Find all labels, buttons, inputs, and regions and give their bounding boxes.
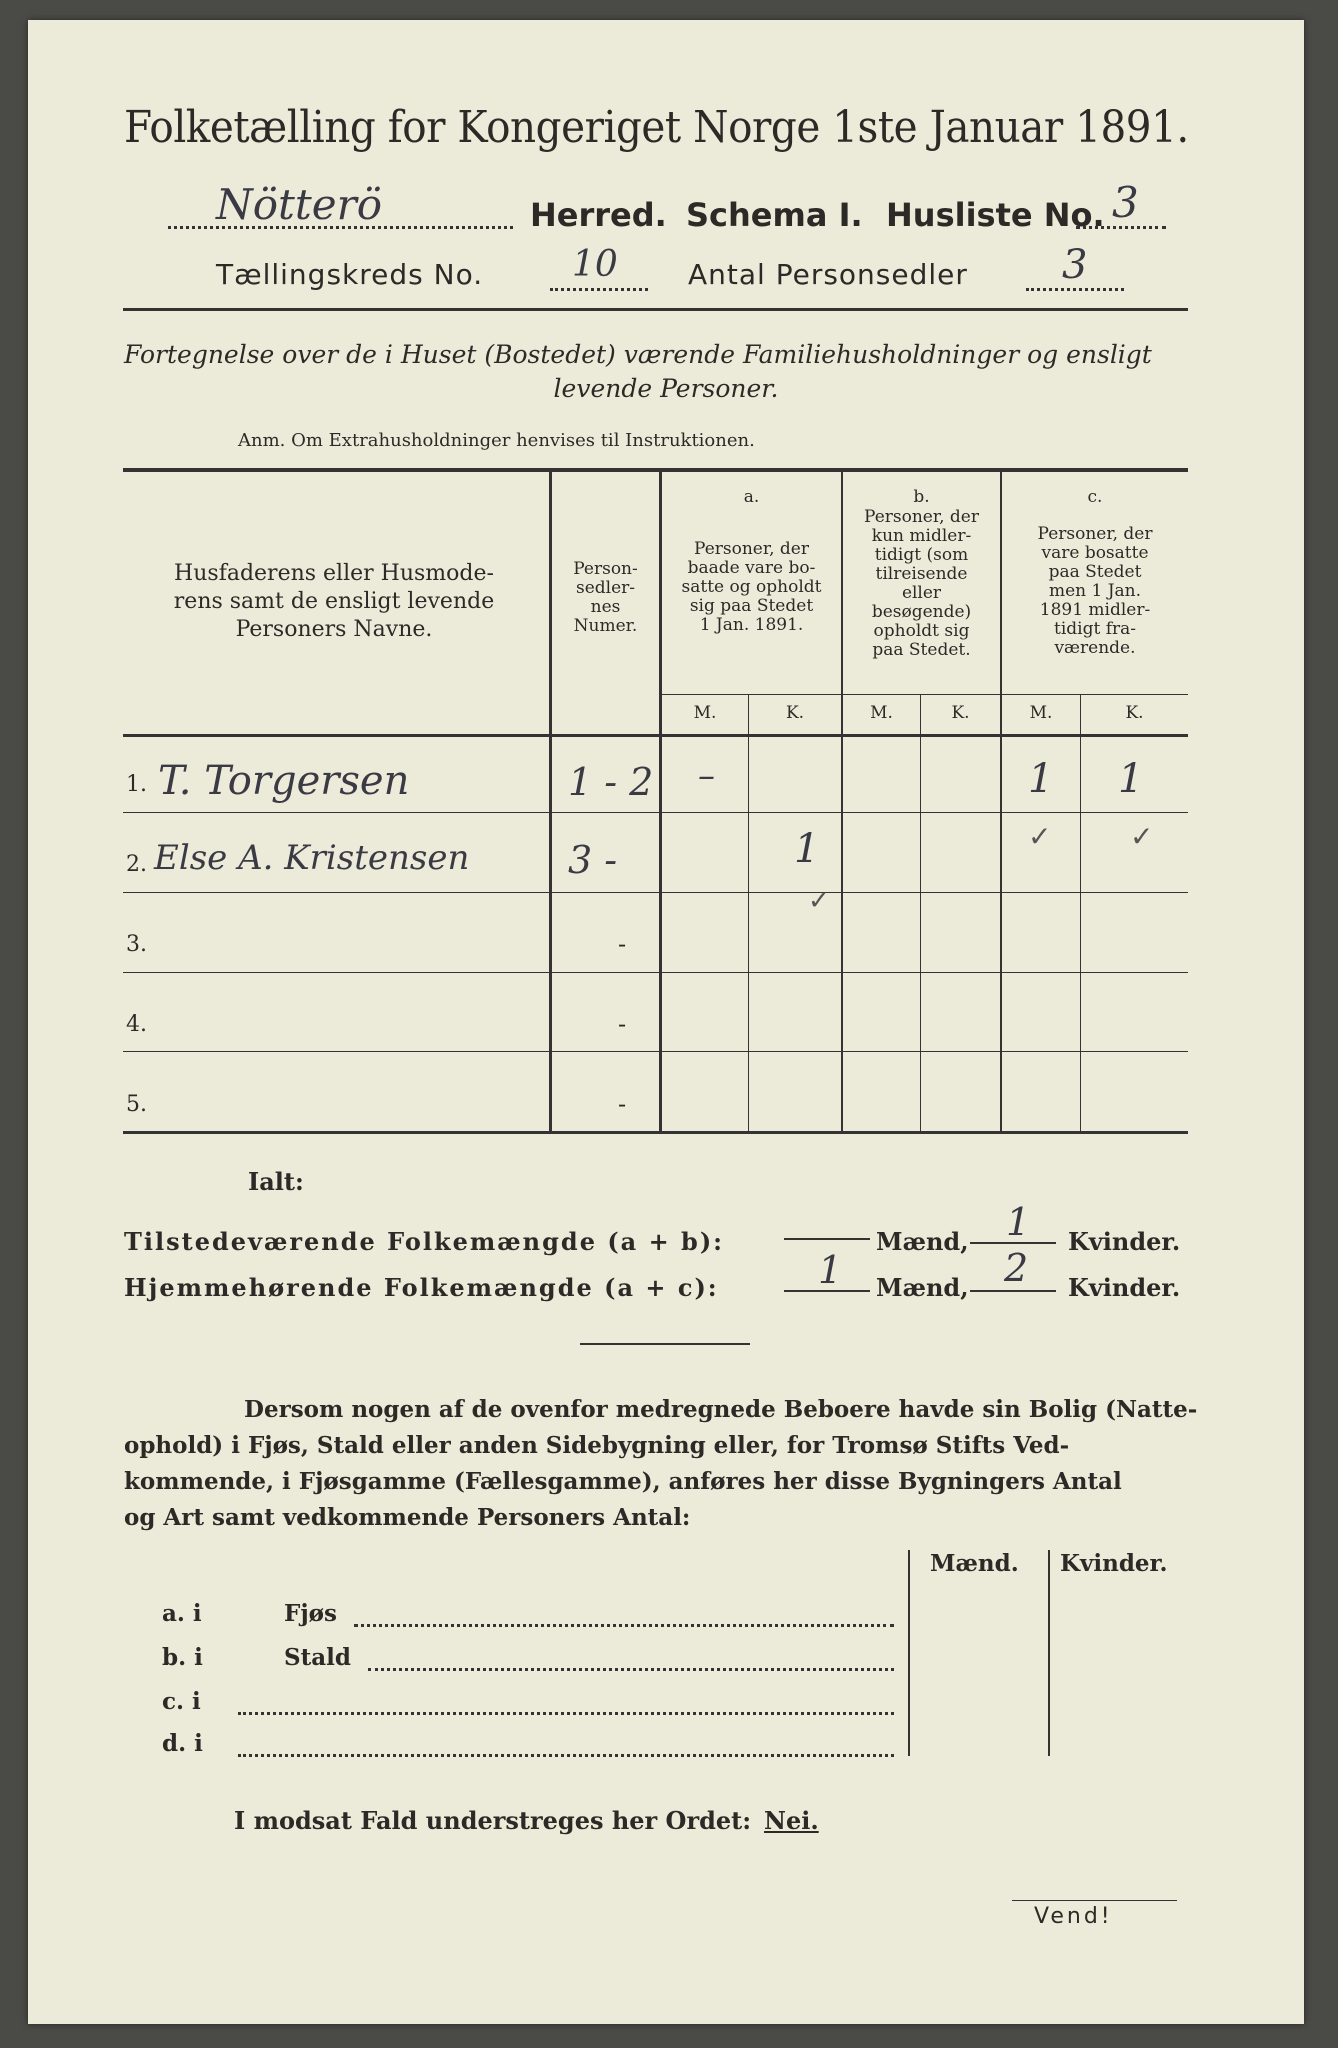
row-number: 4. — [126, 1012, 147, 1037]
col-b-line: Personer, der — [864, 507, 979, 527]
out-item-dots — [238, 1712, 894, 1715]
col-b-line: paa Stedet. — [872, 640, 971, 660]
antal-value: 3 — [1062, 242, 1088, 288]
check-mark-icon: ✓ — [808, 886, 830, 916]
modsat-text: I modsat Fald understreges her Ordet: — [234, 1806, 752, 1835]
col-a-line: 1 Jan. 1891. — [699, 615, 804, 635]
col-divider-c-mk — [1080, 695, 1081, 1131]
anm-note: Anm. Om Extrahusholdninger henvises til Instruktionen. — [238, 430, 755, 451]
out-item-label: Stald — [284, 1644, 351, 1671]
row-number: 1. — [126, 772, 147, 797]
row-name: T. Torgersen — [158, 758, 410, 804]
col-a-header — [662, 540, 841, 635]
census-form-page — [28, 20, 1304, 2024]
outbuildings-line: ophold) i Fjøs, Stald eller anden Sidebygning eller, for Tromsø Stifts Ved- — [124, 1432, 1070, 1459]
row-c-m: 1 — [1028, 756, 1054, 802]
col-c-letter: c. — [1087, 487, 1103, 507]
row-persnum: 3 - — [568, 838, 618, 882]
kreds-value: 10 — [572, 244, 618, 285]
col-c-line: Personer, der — [1037, 524, 1153, 544]
out-maend-header: Mænd. — [930, 1550, 1019, 1577]
col-num-header — [552, 560, 659, 636]
col-b-line: tilreisende — [875, 564, 968, 584]
row-persnum: 1 - 2 — [568, 760, 654, 804]
herred-label: Herred. — [530, 196, 667, 234]
herred-field — [168, 180, 513, 229]
col-name-header — [124, 560, 544, 644]
hjemme-label: Hjemmehørende Folkemængde (a + c): — [124, 1273, 719, 1302]
out-divider — [908, 1550, 910, 1756]
header-rule — [123, 308, 1188, 311]
out-item-dots — [354, 1624, 894, 1627]
col-num-line: Numer. — [573, 616, 638, 636]
hjemme-maend-value: 1 — [818, 1248, 843, 1292]
col-num-line: nes — [590, 597, 621, 617]
row-number: 3. — [126, 932, 147, 957]
maend-label: Mænd, — [876, 1227, 969, 1256]
col-b-line: eller — [901, 583, 942, 603]
col-c-line: tidigt fra- — [1053, 619, 1136, 639]
section-divider — [580, 1343, 750, 1345]
outbuildings-line: og Art samt vedkommende Personers Antal: — [124, 1504, 691, 1531]
c-k-label: K. — [1125, 703, 1144, 723]
row-persnum: - — [618, 1010, 627, 1038]
mk-header-rule — [659, 694, 1188, 695]
table-bottom-rule — [123, 1131, 1188, 1134]
kreds-label: Tællingskreds No. — [216, 258, 484, 291]
col-a-line: sig paa Stedet — [689, 596, 814, 616]
col-divider-a-mk — [748, 695, 749, 1131]
vend-rule — [1012, 1900, 1177, 1901]
b-k-label: K. — [951, 703, 970, 723]
husliste-label: Husliste No. — [886, 196, 1105, 234]
ialt-label: Ialt: — [248, 1167, 304, 1196]
outbuildings-paragraph — [124, 1392, 1197, 1536]
col-c-line: vare bosatte — [1041, 543, 1149, 563]
col-c-header — [1002, 525, 1188, 658]
col-c-line: 1891 midler- — [1039, 600, 1151, 620]
col-b-line: tidigt (som — [874, 545, 969, 565]
kreds-field — [550, 244, 648, 291]
tilstede-maend-field — [784, 1238, 870, 1240]
col-num-line: Person- — [573, 559, 638, 579]
hjemme-maend-field — [784, 1248, 870, 1292]
row-rule — [123, 812, 1188, 813]
husliste-field — [1076, 178, 1166, 229]
col-a-letter: a. — [743, 487, 760, 507]
row-rule — [123, 972, 1188, 973]
maend-label: Mænd, — [876, 1273, 969, 1302]
husliste-value: 3 — [1112, 178, 1139, 227]
col-a-line: satte og opholdt — [681, 577, 822, 597]
table-header-rule — [123, 734, 1188, 737]
herred-value: Nötterö — [216, 180, 383, 229]
check-mark-icon: ✓ — [1028, 820, 1052, 853]
row-persnum: - — [618, 1090, 627, 1118]
kvinder-label: Kvinder. — [1068, 1273, 1181, 1302]
col-name-line: Personers Navne. — [235, 617, 433, 642]
row-name: Else A. Kristensen — [154, 838, 470, 878]
a-k-label: K. — [785, 703, 805, 723]
nei-word: Nei. — [764, 1806, 819, 1835]
row-a-m: – — [698, 756, 715, 796]
row-rule — [123, 1051, 1188, 1052]
hjemme-kvinder-field — [970, 1246, 1056, 1292]
form-title: Folketælling for Kongeriget Norge 1ste Januar 1891. — [124, 102, 1189, 153]
tilstede-kvinder-value: 1 — [1006, 1200, 1031, 1244]
a-m-label: M. — [693, 703, 717, 723]
out-item-letter: a. i — [162, 1600, 202, 1627]
col-a-line: baade vare bo- — [687, 558, 816, 578]
out-item-letter: c. i — [162, 1688, 201, 1715]
col-a-line: Personer, der — [694, 539, 809, 559]
table-top-rule — [123, 468, 1188, 472]
col-num-line: sedler- — [575, 578, 636, 598]
out-item-dots — [238, 1754, 894, 1757]
out-kvinder-header: Kvinder. — [1060, 1550, 1168, 1577]
col-b-line: opholdt sig — [873, 621, 970, 641]
vend-text: Vend! — [1034, 1904, 1113, 1929]
outbuildings-line: kommende, i Fjøsgamme (Fællesgamme), anføres her disse Bygningers Antal — [124, 1468, 1122, 1495]
col-b-letter: b. — [913, 487, 930, 507]
row-persnum: - — [618, 930, 627, 958]
check-mark-icon: ✓ — [1130, 820, 1154, 853]
kvinder-label: Kvinder. — [1068, 1227, 1181, 1256]
row-a-k: 1 — [794, 826, 820, 872]
out-item-letter: b. i — [162, 1644, 203, 1671]
col-b-header — [843, 508, 1000, 660]
b-m-label: M. — [870, 703, 893, 723]
row-c-k: 1 — [1118, 756, 1144, 802]
hjemme-kvinder-value: 2 — [1004, 1246, 1029, 1290]
col-c-line: men 1 Jan. — [1048, 581, 1142, 601]
tilstede-label: Tilstedeværende Folkemængde (a + b): — [124, 1227, 725, 1256]
out-item-dots — [368, 1668, 894, 1671]
out-item-label: Fjøs — [284, 1600, 337, 1627]
antal-label: Antal Personsedler — [688, 258, 968, 291]
col-c-line: værende. — [1054, 638, 1136, 658]
row-rule — [123, 892, 1188, 893]
tilstede-kvinder-field — [970, 1200, 1056, 1244]
col-c-line: paa Stedet — [1048, 562, 1142, 582]
row-number: 2. — [126, 852, 147, 877]
out-item-letter: d. i — [162, 1730, 203, 1757]
col-divider-b-mk — [920, 695, 921, 1131]
out-divider — [1048, 1550, 1050, 1756]
outbuildings-line: Dersom nogen af de ovenfor medregnede Beboere havde sin Bolig (Natte- — [244, 1396, 1198, 1423]
intro-line-2: levende Personer. — [553, 374, 779, 403]
antal-field — [1026, 242, 1124, 291]
col-b-line: kun midler- — [871, 526, 972, 546]
intro-line-1: Fortegnelse over de i Huset (Bostedet) værende Familiehusholdninger og ensligt — [124, 340, 1152, 369]
row-number: 5. — [126, 1092, 147, 1117]
col-name-line: rens samt de ensligt levende — [173, 589, 495, 614]
col-b-line: besøgende) — [871, 602, 972, 622]
col-name-line: Husfaderens eller Husmode- — [174, 561, 494, 586]
schema-label: Schema I. — [686, 196, 863, 234]
c-m-label: M. — [1029, 703, 1053, 723]
